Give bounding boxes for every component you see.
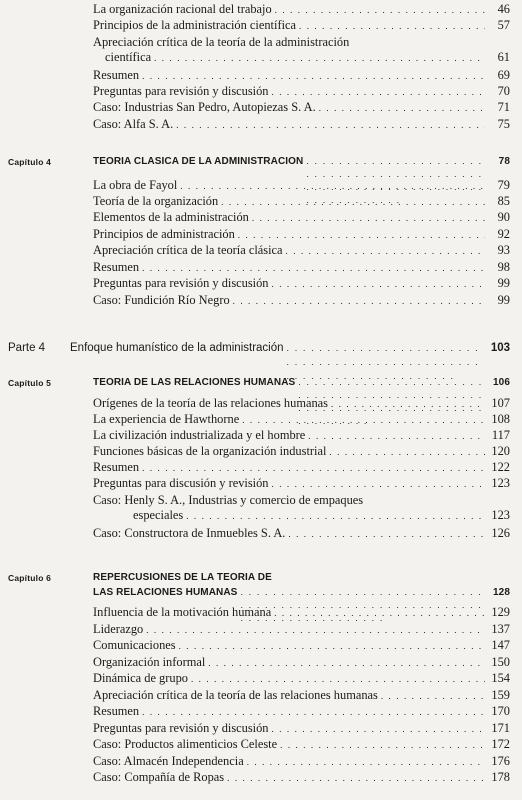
toc-entry: Dinámica de grupo . . . 154 [93, 671, 510, 687]
toc-entry: Caso: Compañía de Ropas . . . 178 [93, 770, 510, 786]
toc-entry: Caso: Alfa S. A. . . . 75 [93, 117, 510, 133]
toc-entry: Resumen . . . 170 [93, 704, 510, 720]
dot-leader [331, 397, 485, 412]
dot-leader [142, 705, 485, 720]
dot-leader [272, 277, 485, 292]
toc-entry: Comunicaciones . . . 147 [93, 638, 510, 654]
chapter-label: Capítulo 5 [8, 378, 52, 388]
toc-entry: Apreciación crítica de la teoría de las relaciones humanas . . . 159 [93, 688, 510, 704]
dot-leader [186, 509, 485, 524]
dot-leader [272, 722, 485, 737]
toc-entry: Preguntas para revisión y discusión . . . 99 [93, 276, 510, 292]
dot-leader [154, 51, 485, 66]
toc-entry: Caso: Almacén Independencia . . . 176 [93, 754, 510, 770]
toc-entry: Apreciación crítica de la teoría de la administración científica . . . 61 [93, 35, 510, 66]
dot-leader [275, 3, 485, 18]
dot-leader [274, 606, 485, 621]
toc-entry: Orígenes de la teoría de las relaciones humanas . . . 107 [93, 396, 510, 412]
chapter-title: TEORIA DE LAS RELACIONES HUMANAS . . . 106 [93, 376, 510, 428]
toc-entry: Principios de la administración científica . . . 57 [93, 18, 510, 34]
part-page: 103 [490, 342, 510, 354]
dot-leader [238, 228, 485, 243]
toc-entry: Liderazgo . . . 137 [93, 622, 510, 638]
dot-leader [233, 294, 485, 309]
toc-entry: Resumen . . . 122 [93, 460, 510, 476]
dot-leader [146, 623, 485, 638]
dot-leader [299, 19, 485, 34]
toc-entry: Influencia de la motivación humana . . . 129 [93, 605, 510, 621]
dot-leader [208, 656, 485, 671]
toc-entry: Caso: Productos alimenticios Celeste . . . 172 [93, 737, 510, 753]
part-label: Parte 4 [8, 342, 46, 354]
toc-entry: Caso: Henly S. A., Industrias y comercio de empaques especiales . . . 123 [93, 493, 510, 524]
chapter-label: Capítulo 4 [8, 157, 52, 167]
toc-entry: Preguntas para discusión y revisión . . . 123 [93, 476, 510, 492]
dot-leader [242, 413, 485, 428]
dot-leader [308, 429, 485, 444]
toc-entry: Caso: Industrias San Pedro, Autopiezas S. A. . . . 71 [93, 100, 510, 116]
toc-entry: Preguntas para revisión y discusión . . . 70 [93, 84, 510, 100]
toc-entry: Preguntas para revisión y discusión . . . 171 [93, 721, 510, 737]
toc-entry: Elementos de la administración . . . 90 [93, 210, 510, 226]
dot-leader [179, 639, 485, 654]
dot-leader [227, 771, 485, 786]
toc-entry: Principios de administración . . . 92 [93, 227, 510, 243]
dot-leader [180, 179, 485, 194]
dot-leader [142, 261, 485, 276]
dot-leader [272, 85, 485, 100]
dot-leader [247, 755, 485, 770]
toc-entry: Caso: Fundición Río Negro . . . 99 [93, 293, 510, 309]
chapter-label: Capítulo 6 [8, 573, 52, 583]
dot-leader [176, 118, 485, 133]
dot-leader [381, 689, 485, 704]
dot-leader [272, 477, 485, 492]
toc-entry: La experiencia de Hawthorne . . . 108 [93, 412, 510, 428]
toc-entry: Organización informal . . . 150 [93, 655, 510, 671]
chapter-title: TEORIA CLASICA DE LA ADMINISTRACION . . . 78 [93, 155, 510, 207]
toc-entry: Apreciación crítica de la teoría clásica . . . 93 [93, 243, 510, 259]
toc-entry: Caso: Constructora de Inmuebles S. A. . . . 126 [93, 526, 510, 542]
part-title: Enfoque humanístico de la administración [70, 342, 284, 354]
toc-entry: La organización racional del trabajo . . . 46 [93, 2, 510, 18]
dot-leader [319, 101, 485, 116]
chapter-title: REPERCUSIONES DE LA TEORIA DE LAS RELACIONES HUMANAS . . . 128 [93, 571, 510, 625]
dot-leader [280, 738, 485, 753]
dot-leader [329, 445, 485, 460]
dot-leader [221, 195, 485, 210]
toc-entry: La civilización industrializada y el hombre . . . 117 [93, 428, 510, 444]
dot-leader [142, 461, 485, 476]
toc-entry: Teoría de la organización . . . 85 [93, 194, 510, 210]
toc-entry: La obra de Fayol . . . 79 [93, 178, 510, 194]
dot-leader [252, 211, 485, 226]
dot-leader [288, 527, 485, 542]
dot-leader [142, 69, 485, 84]
toc-entry: Resumen . . . 69 [93, 68, 510, 84]
dot-leader [286, 244, 485, 259]
dot-leader [191, 672, 485, 687]
toc-entry: Funciones básicas de la organización industrial . . . 120 [93, 444, 510, 460]
toc-entry: Resumen . . . 98 [93, 260, 510, 276]
